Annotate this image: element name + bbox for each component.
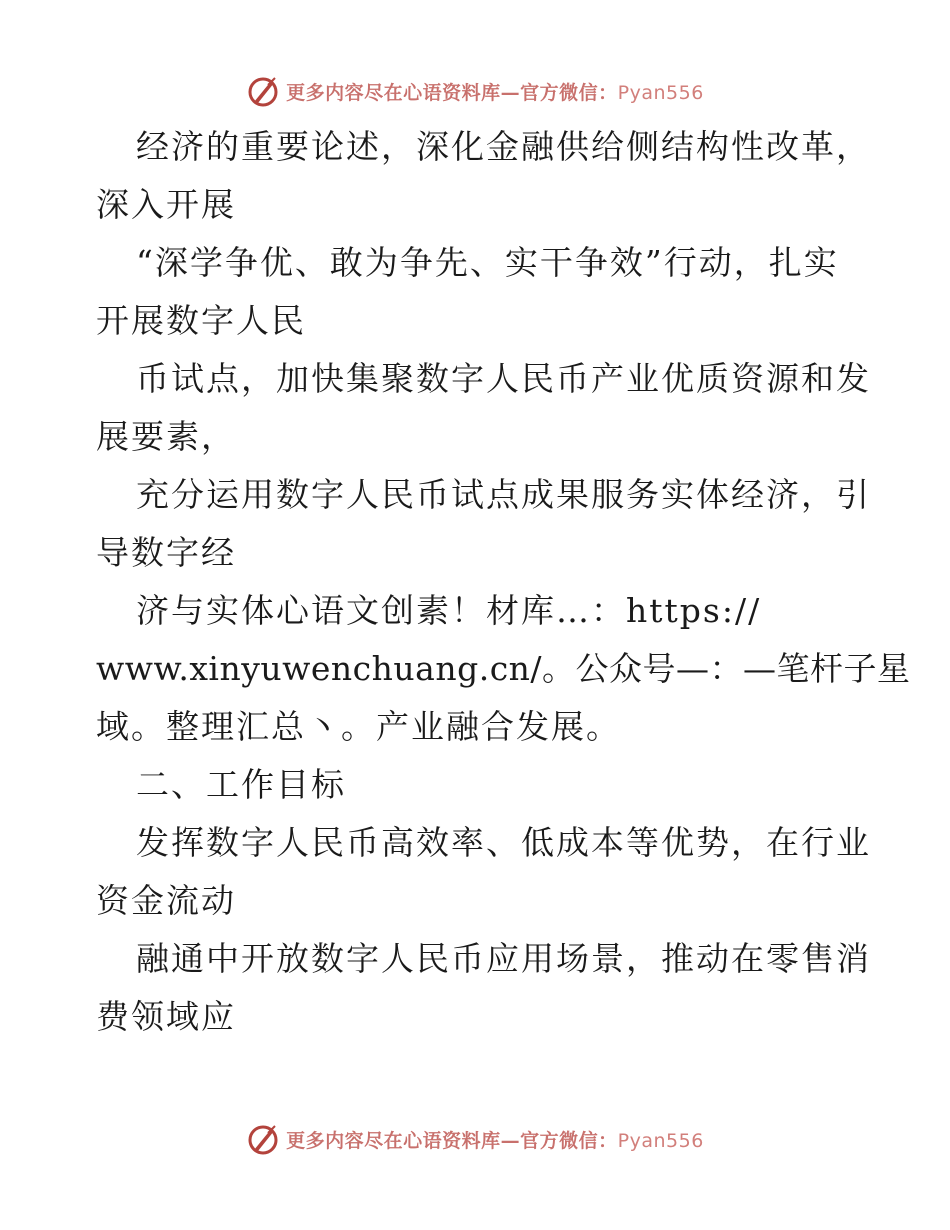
body-line: 展要素， <box>96 417 236 456</box>
document-body <box>96 118 911 1046</box>
body-line: 币试点，加快集聚数字人民币产业优质资源和发 <box>136 359 871 398</box>
body-line: 导数字经 <box>96 533 236 572</box>
body-line: 融通中开放数字人民币应用场景，推动在零售消 <box>136 939 871 978</box>
body-line: 经济的重要论述，深化金融供给侧结构性改革， <box>136 127 871 166</box>
body-line: 域。整理汇总丶。产业融合发展。 <box>96 707 621 746</box>
quill-pen-circle-icon <box>246 74 280 108</box>
body-line: 发挥数字人民币高效率、低成本等优势，在行业 <box>136 823 871 862</box>
header-banner-text: 更多内容尽在心语资料库—官方微信：Pyan556 <box>286 81 704 104</box>
header-banner <box>0 71 950 111</box>
footer-banner <box>0 1119 950 1159</box>
body-line: 深入开展 <box>96 185 236 224</box>
body-line: 费领域应 <box>96 997 236 1036</box>
footer-wechat-id: Pyan556 <box>617 1129 704 1152</box>
quill-pen-circle-icon <box>246 1122 280 1156</box>
body-line: 充分运用数字人民币试点成果服务实体经济，引 <box>136 475 871 514</box>
header-wechat-id: Pyan556 <box>617 81 704 104</box>
body-line: 开展数字人民 <box>96 301 306 340</box>
footer-banner-text: 更多内容尽在心语资料库—官方微信：Pyan556 <box>286 1129 704 1152</box>
body-line: “深学争优、敢为争先、实干争效”行动，扎实 <box>136 243 839 282</box>
body-line: 资金流动 <box>96 881 236 920</box>
body-line: 济与实体心语文创素！材库…：https:// <box>136 591 762 630</box>
body-line: www.xinyuwenchuang.cn/。公众号—：—笔杆子星 <box>96 649 911 688</box>
section-heading: 二、工作目标 <box>136 765 346 804</box>
